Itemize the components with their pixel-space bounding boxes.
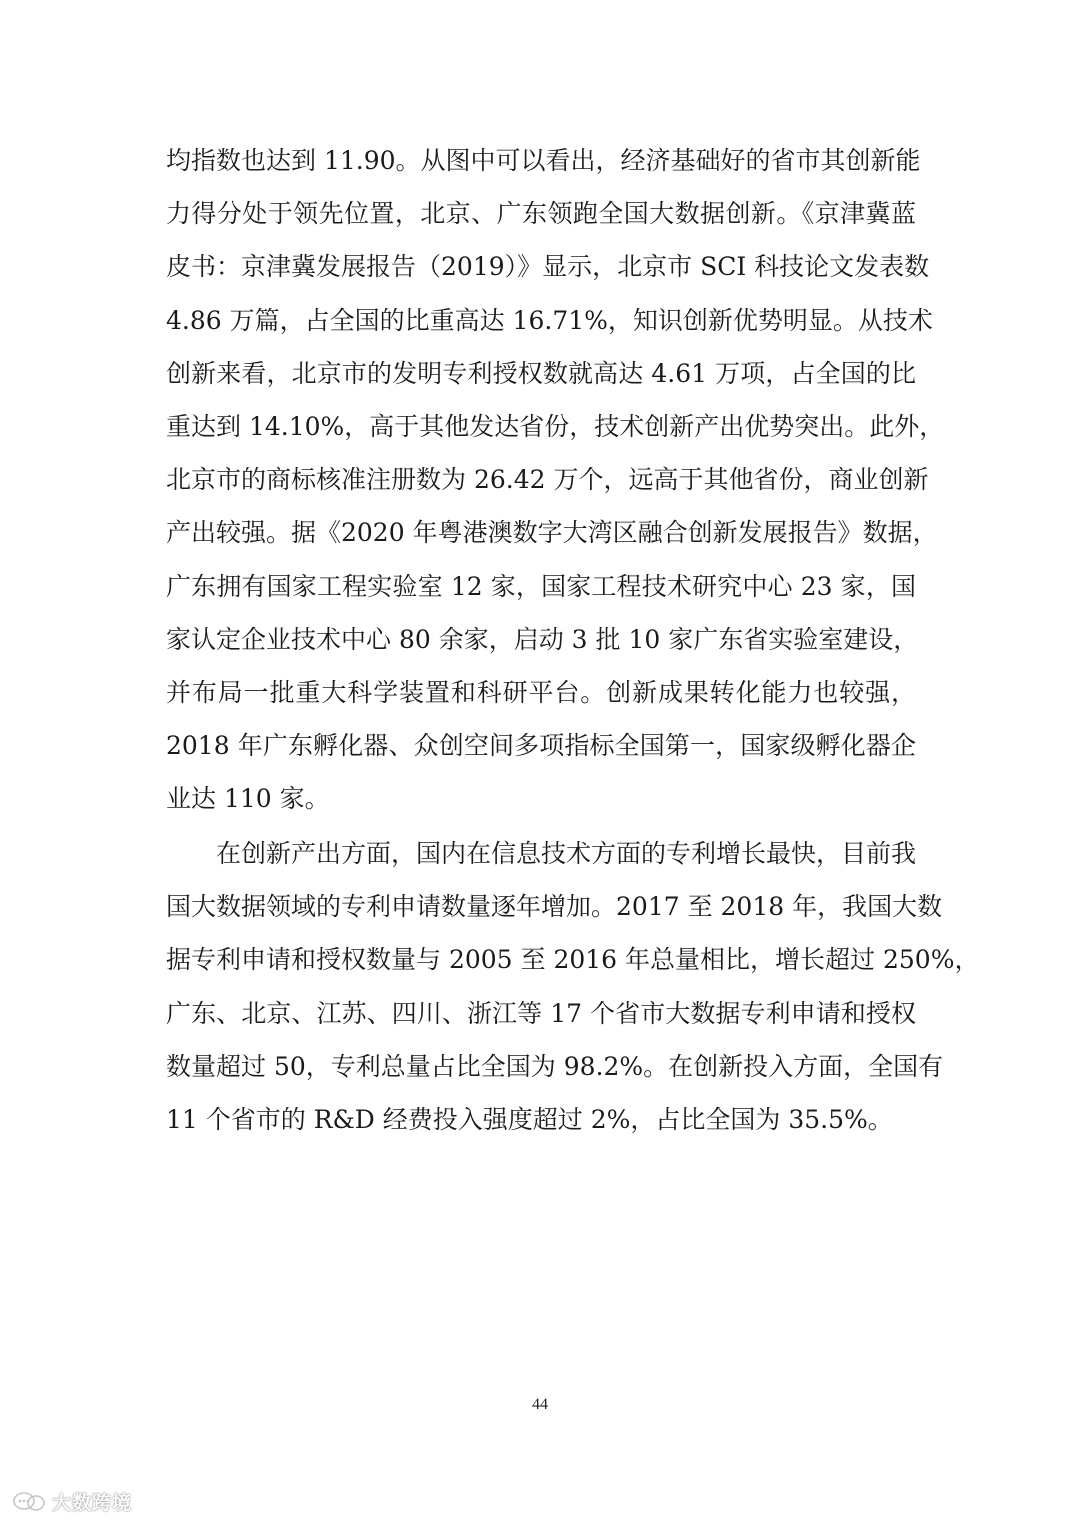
text-line: 创新来看，北京市的发明专利授权数就高达 4.61 万项，占全国的比 — [166, 358, 916, 388]
text-line: 2018 年广东孵化器、众创空间多项指标全国第一，国家级孵化器企 — [166, 731, 916, 761]
text-line: 均指数也达到 11.90。从图中可以看出，经济基础好的省市其创新能 — [166, 146, 921, 175]
text-line: 11 个省市的 R&D 经费投入强度超过 2%，占比全国为 35.5%。 — [166, 1104, 893, 1134]
text-line: 皮书：京津冀发展报告（2019）》显示，北京市 SCI 科技论文发表数 — [166, 252, 930, 282]
body-text — [166, 134, 980, 1146]
text-line: 产出较强。据《2020 年粤港澳数字大湾区融合创新发展报告》数据， — [166, 518, 938, 548]
text-line: 据专利申请和授权数量与 2005 至 2016 年总量相比，增长超过 250%， — [166, 945, 980, 975]
watermark-text: 大数跨境 — [52, 1492, 133, 1514]
paragraph-2 — [166, 827, 980, 1146]
text-line: 业达 110 家。 — [166, 784, 330, 814]
text-line: 在创新产出方面，国内在信息技术方面的专利增长最快，目前我 — [216, 838, 917, 868]
text-line: 广东、北京、江苏、四川、浙江等 17 个省市大数据专利申请和授权 — [166, 998, 916, 1028]
text-line: 力得分处于领先位置，北京、广东领跑全国大数据创新。《京津冀蓝 — [166, 199, 916, 229]
text-line: 北京市的商标核准注册数为 26.42 万个，远高于其他省份，商业创新 — [166, 465, 929, 495]
paragraph-1 — [166, 134, 945, 825]
text-line: 国大数据领域的专利申请数量逐年增加。2017 至 2018 年，我国大数 — [166, 892, 943, 922]
page-number: 44 — [532, 1396, 548, 1413]
text-line: 4.86 万篇，占全国的比重高达 16.71%，知识创新优势明显。从技术 — [166, 305, 933, 335]
text-line: 家认定企业技术中心 80 余家，启动 3 批 10 家广东省实验室建设， — [166, 624, 919, 654]
text-line: 广东拥有国家工程实验室 12 家，国家工程技术研究中心 23 家，国 — [166, 571, 916, 601]
chat-bubbles-icon — [12, 1491, 46, 1513]
text-line: 重达到 14.10%，高于其他发达省份，技术创新产出优势突出。此外， — [166, 411, 945, 441]
text-line: 并布局一批重大科学装置和科研平台。创新成果转化能力也较强， — [166, 677, 916, 707]
watermark — [12, 1488, 132, 1515]
text-line: 数量超过 50，专利总量占比全国为 98.2%。在创新投入方面，全国有 — [166, 1051, 944, 1081]
